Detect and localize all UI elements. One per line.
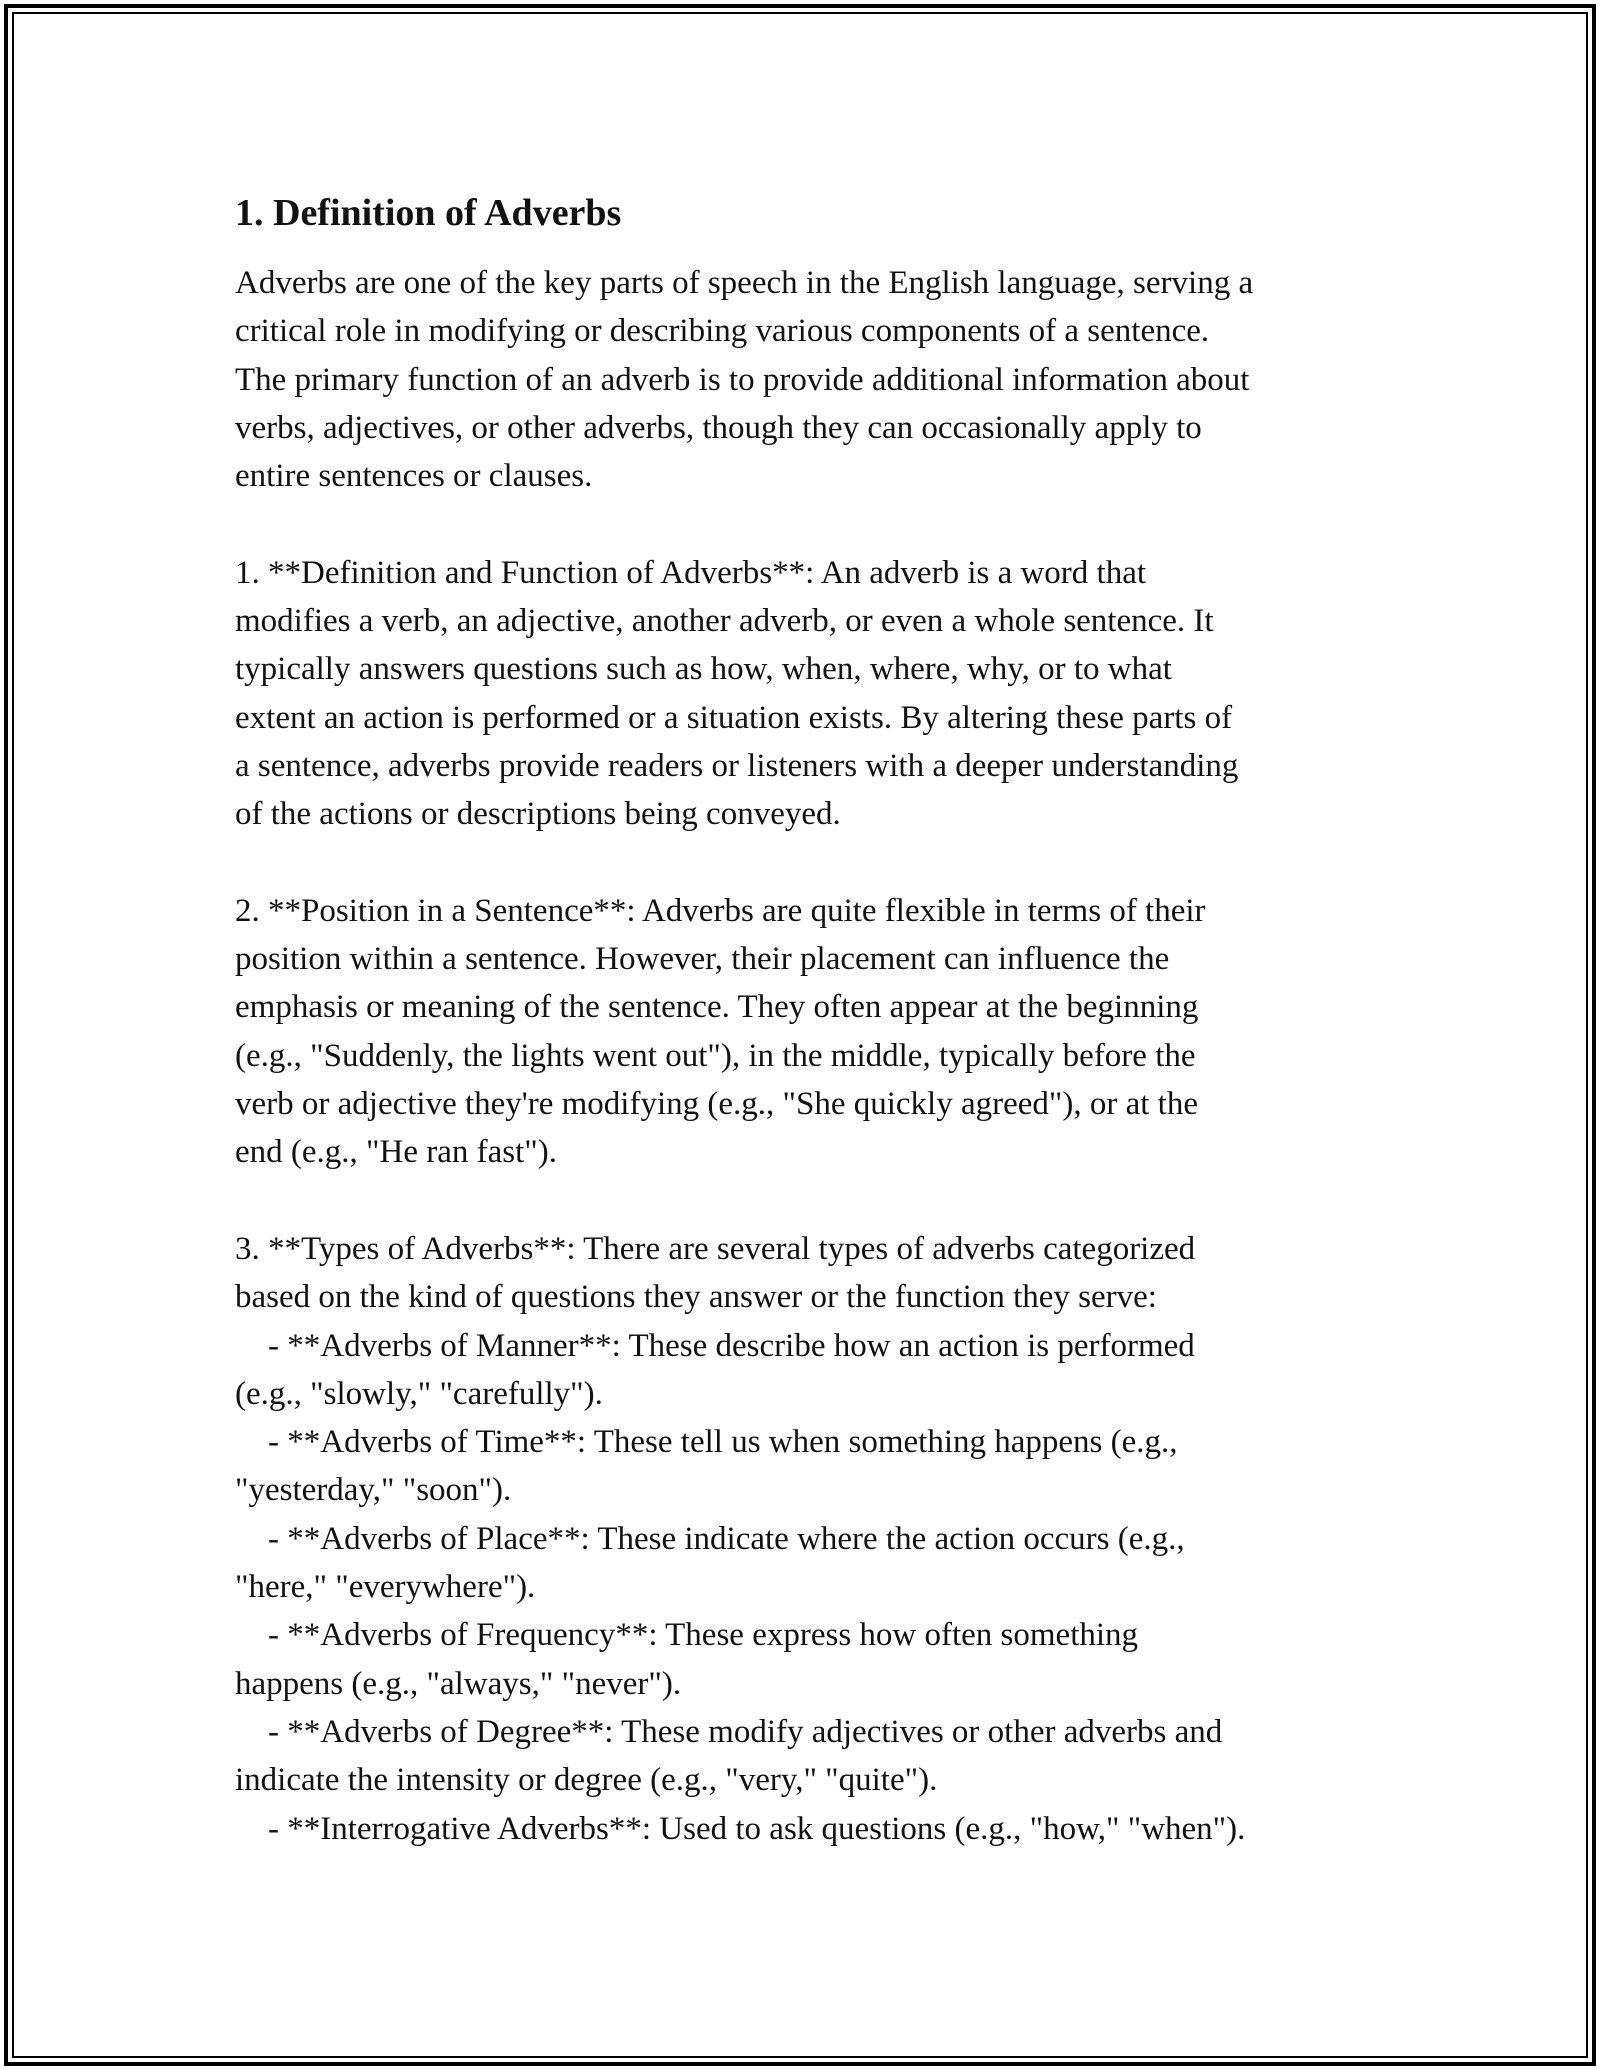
text-line: typically answers questions such as how, when, where, why, or to what [235,651,1172,688]
list-item: - **Adverbs of Manner**: These describe how an action is performed [235,1327,1195,1364]
text-line: Adverbs are one of the key parts of speech in the English language, serving a [235,265,1254,301]
paragraph-gap [235,1177,1395,1225]
section-title: 1. Definition of Adverbs [235,192,622,234]
paragraph-gap [235,839,1395,887]
text-line: 2. **Position in a Sentence**: Adverbs are quite flexible in terms of their [235,892,1206,929]
list-item: - **Adverbs of Degree**: These modify adjectives or other adverbs and [235,1713,1223,1750]
text-line: 1. **Definition and Function of Adverbs**: An adverb is a word that [235,554,1147,591]
text-line: based on the kind of questions they answer or the function they serve: [235,1279,1157,1316]
position-paragraph [235,887,1395,1177]
text-line: (e.g., "slowly," "carefully"). [235,1375,603,1412]
text-line: verb or adjective they're modifying (e.g., "She quickly agreed"), or at the [235,1086,1198,1123]
text-line: verbs, adjectives, or other adverbs, though they can occasionally apply to [235,409,1202,446]
document-body [235,185,1395,1853]
text-line: modifies a verb, an adjective, another adverb, or even a whole sentence. It [235,603,1214,640]
text-line: a sentence, adverbs provide readers or listeners with a deeper understanding [235,747,1239,784]
list-item: - **Adverbs of Time**: These tell us when something happens (e.g., [235,1424,1178,1461]
text-line: The primary function of an adverb is to provide additional information about [235,361,1250,398]
paragraph-gap [235,500,1395,548]
text-line: 3. **Types of Adverbs**: There are several types of adverbs categorized [235,1230,1196,1267]
text-line: indicate the intensity or degree (e.g., "very," "quite"). [235,1762,938,1799]
text-line: happens (e.g., "always," "never"). [235,1665,682,1702]
text-line: entire sentences or clauses. [235,458,593,495]
text-line: critical role in modifying or describing various components of a sentence. [235,313,1210,350]
types-paragraph [235,1225,1395,1853]
list-item: - **Interrogative Adverbs**: Used to ask questions (e.g., "how," "when"). [235,1810,1246,1847]
text-line: "yesterday," "soon"). [235,1472,512,1509]
list-item: - **Adverbs of Frequency**: These express how often something [235,1617,1139,1654]
text-line: (e.g., "Suddenly, the lights went out"), in the middle, typically before the [235,1037,1196,1074]
text-line: emphasis or meaning of the sentence. They often appear at the beginning [235,989,1199,1026]
text-line: extent an action is performed or a situation exists. By altering these parts of [235,699,1233,736]
definition-function-paragraph [235,549,1395,839]
intro-paragraph [235,259,1395,500]
text-line: position within a sentence. However, their placement can influence the [235,941,1170,978]
text-line: "here," "everywhere"). [235,1569,536,1606]
list-item: - **Adverbs of Place**: These indicate where the action occurs (e.g., [235,1520,1185,1557]
text-line: of the actions or descriptions being conveyed. [235,796,841,833]
text-line: end (e.g., "He ran fast"). [235,1134,557,1171]
